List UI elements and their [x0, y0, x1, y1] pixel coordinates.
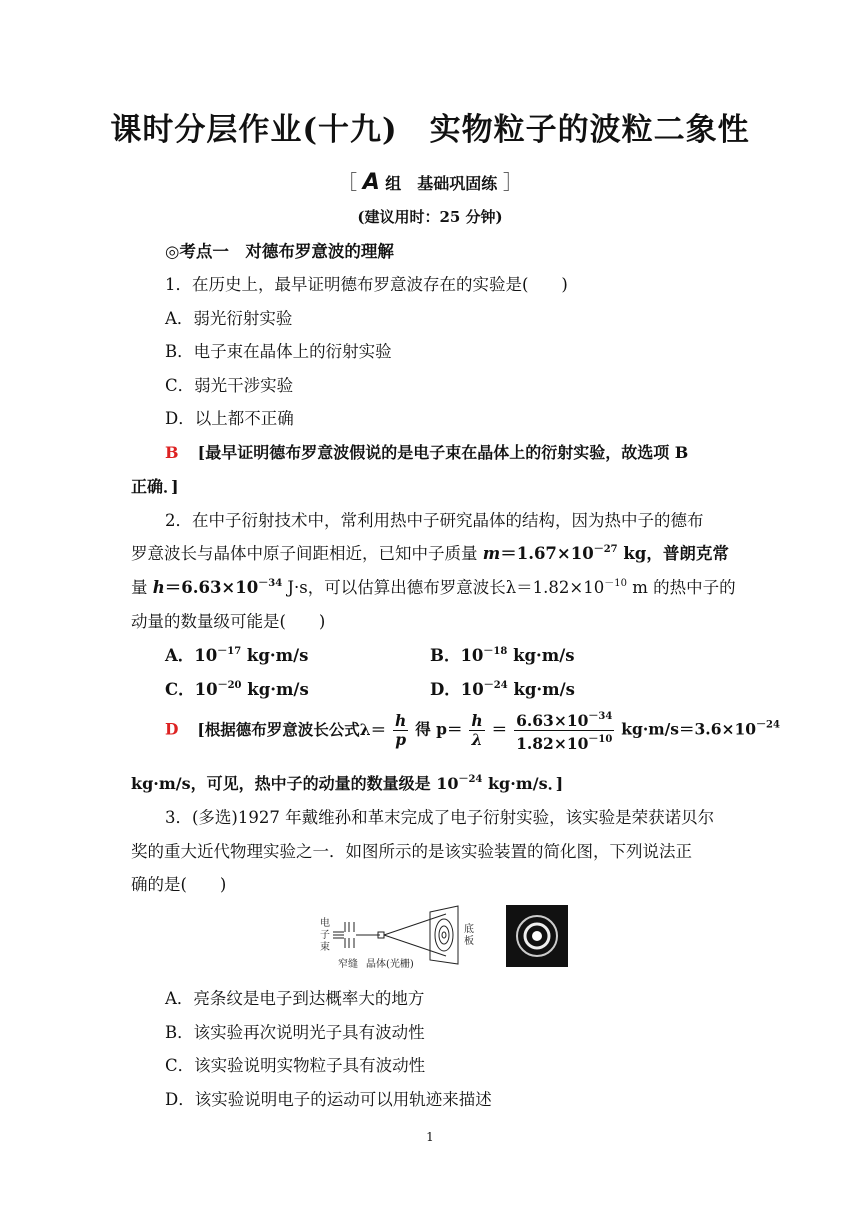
q2-stem-line1: 2．在中子衍射技术中，常利用热中子研究晶体的结构，因为热中子的德布 — [165, 511, 704, 530]
text: ＝ — [491, 719, 508, 739]
exponent: －20 — [217, 680, 242, 691]
q2-option-d — [430, 676, 575, 700]
fraction-h-over-p — [393, 712, 408, 749]
text: kg·m/s，可见，热中子的动量的数量级是 10 — [131, 774, 459, 793]
exponent: －17 — [217, 646, 242, 657]
text: kg·m/s — [241, 680, 309, 699]
group-heading — [0, 166, 860, 195]
exponent: －24 — [483, 680, 508, 691]
text: kg，普朗克常 — [617, 544, 729, 563]
q2-option-c — [165, 676, 309, 700]
label-electron-beam-2: 子 — [320, 930, 330, 941]
exponent: －34 — [588, 711, 613, 722]
page-number: 1 — [426, 1130, 434, 1144]
text: B．10 — [430, 646, 484, 665]
group-label: 组 基础巩固练 — [385, 174, 498, 193]
q1-option-a: A．弱光衍射实验 — [165, 309, 293, 328]
diffraction-ring — [442, 932, 446, 938]
pattern-center-spot — [532, 931, 542, 941]
q2-answer-letter: D — [165, 719, 179, 739]
var-h: h — [152, 578, 165, 597]
label-plate-2: 板 — [464, 936, 474, 947]
q1-answer-cont: 正确．] — [131, 477, 179, 496]
text: kg·m/s — [241, 646, 309, 665]
exponent: －10 — [604, 578, 627, 589]
q3-stem-line2: 奖的重大近代物理实验之一．如图所示的是该实验装置的简化图，下列说法正 — [131, 842, 692, 861]
label-plate-1: 底 — [464, 924, 474, 935]
denominator: p — [395, 730, 407, 749]
q2-stem-line2 — [131, 540, 729, 564]
var-m: m — [482, 544, 501, 563]
q2-option-b — [430, 642, 575, 666]
q3-stem-line1: 3．(多选)1927 年戴维孙和革末完成了电子衍射实验，该实验是荣获诺贝尔 — [165, 808, 715, 827]
numerator: h — [471, 711, 483, 730]
section-heading: ◎考点一 对德布罗意波的理解 — [165, 242, 394, 261]
text: ＝6.63×10 — [164, 578, 259, 597]
exponent: －24 — [756, 719, 780, 731]
q1-answer-text: [最早证明德布罗意波假说的是电子束在晶体上的衍射实验，故选项 B — [197, 443, 689, 462]
page-title: 课时分层作业(十九) 实物粒子的波粒二象性 — [110, 112, 750, 148]
q2-stem-line3 — [131, 574, 736, 598]
q1-option-c: C．弱光干涉实验 — [165, 376, 294, 395]
q1-option-d: D．以上都不正确 — [165, 409, 294, 428]
q2-option-a — [165, 642, 308, 666]
label-slit: 窄缝 — [338, 959, 358, 970]
q1-answer-letter: B — [165, 443, 179, 462]
q1-stem: 1．在历史上，最早证明德布罗意波存在的实验是( ) — [165, 275, 568, 294]
suggested-time: (建议用时：25 分钟) — [357, 208, 503, 226]
text: C．10 — [165, 680, 218, 699]
q3-option-a: A．亮条纹是电子到达概率大的地方 — [165, 989, 425, 1008]
text: kg·m/s — [507, 680, 575, 699]
exponent: －18 — [483, 646, 508, 657]
text: kg·m/s＝3.6×10 — [621, 719, 757, 739]
bracket-left: ［ — [337, 170, 358, 194]
text: kg·m/s．] — [482, 774, 564, 793]
text: [根据德布罗意波长公式λ＝ — [197, 719, 387, 739]
q2-answer — [165, 708, 780, 753]
text: ＝1.67×10 — [500, 544, 594, 563]
group-letter: A — [362, 170, 380, 195]
bracket-right: ］ — [502, 170, 523, 194]
text: 量 — [131, 578, 153, 597]
numerator: h — [395, 711, 407, 730]
label-electron-beam-1: 电 — [320, 918, 330, 929]
diffraction-pattern-photo — [506, 905, 568, 967]
text: J·s，可以估算出德布罗意波长λ＝1.82×10 — [282, 578, 605, 597]
q3-stem-line3: 确的是( ) — [131, 875, 227, 894]
exponent: －27 — [593, 544, 618, 555]
fraction-values — [514, 708, 614, 753]
q2-answer-cont — [131, 770, 563, 794]
text: 1.82×10 — [516, 734, 589, 753]
numerator — [514, 708, 614, 731]
q1-option-b: B．电子束在晶体上的衍射实验 — [165, 342, 392, 361]
text: A．10 — [165, 646, 218, 665]
label-electron-beam-3: 束 — [320, 942, 330, 953]
denominator: λ — [471, 730, 483, 749]
exponent: －10 — [588, 734, 613, 745]
exponent: －34 — [258, 578, 283, 589]
q1-answer — [165, 440, 688, 463]
exponent: －24 — [458, 774, 483, 785]
q3-option-d: D．该实验说明电子的运动可以用轨迹来描述 — [165, 1090, 492, 1109]
text: m 的热中子的 — [626, 578, 736, 597]
diffraction-ring — [435, 919, 453, 951]
fraction-h-over-lambda — [469, 712, 484, 749]
q3-option-c: C．该实验说明实物粒子具有波动性 — [165, 1056, 426, 1075]
q2-stem-line4: 动量的数量级可能是( ) — [131, 612, 326, 631]
text: D．10 — [430, 680, 484, 699]
denominator — [514, 731, 614, 753]
q3-option-b: B．该实验再次说明光子具有波动性 — [165, 1023, 425, 1042]
text: kg·m/s — [507, 646, 575, 665]
text: 罗意波长与晶体中原子间距相近，已知中子质量 — [131, 544, 483, 563]
text: 6.63×10 — [516, 711, 589, 730]
label-crystal: 晶体(光栅) — [366, 959, 414, 970]
electron-diffraction-apparatus-diagram — [318, 904, 488, 970]
text: 得 p＝ — [415, 719, 463, 739]
diffraction-ring — [439, 926, 449, 944]
